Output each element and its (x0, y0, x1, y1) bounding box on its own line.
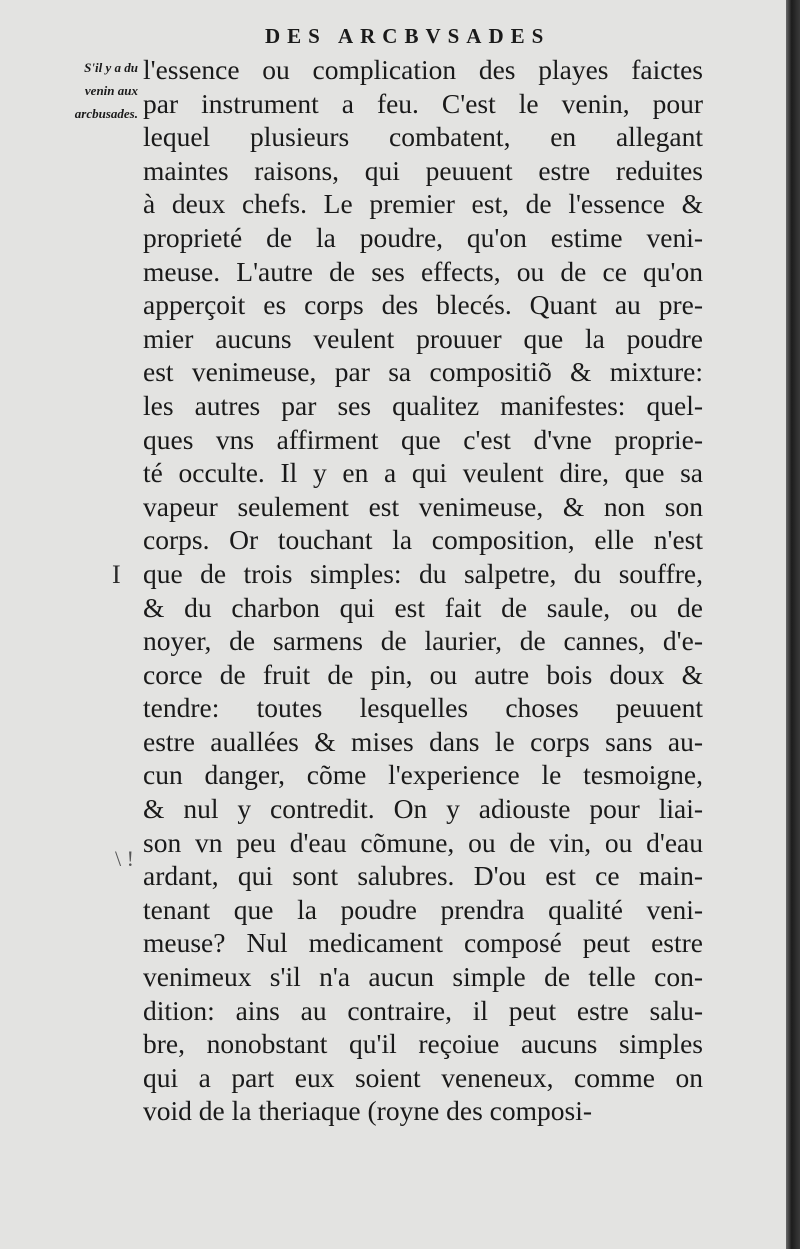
text-line: ques vns affirment que c'est d'vne proprie- (143, 423, 703, 455)
sidenote-line-2: venin aux (84, 83, 138, 98)
body-text (143, 53, 703, 1128)
sidenote-line-3: arcbusades. (74, 106, 138, 121)
text-line: les autres par ses qualitez manifestes: quel- (143, 389, 703, 421)
text-line: & nul y contredit. On y adiouste pour liai- (143, 793, 703, 825)
text-line: meuse. L'autre de ses effects, ou de ce qu'on (143, 255, 703, 287)
text-line: té occulte. Il y en a qui veulent dire, que sa (143, 457, 703, 489)
text-line: que de trois simples: du salpetre, du souffre, (143, 557, 703, 589)
text-line: par instrument a feu. C'est le venin, pour (143, 87, 703, 119)
text-line: apperçoit es corps des blecés. Quant au pre- (143, 289, 703, 321)
text-line: corce de fruit de pin, ou autre bois doux & (143, 658, 703, 690)
text-line: bre, nonobstant qu'il reçoiue aucuns simples (143, 1028, 703, 1060)
text-line: estre auallées & mises dans le corps sans au- (143, 725, 703, 757)
sidenote-line-1: S'il y a du (84, 60, 138, 75)
text-line: maintes raisons, qui peuuent estre reduites (143, 154, 703, 186)
text-line: à deux chefs. Le premier est, de l'essence & (143, 188, 703, 220)
text-line: noyer, de sarmens de laurier, de cannes, d'e- (143, 625, 703, 657)
margin-mark: \ ! (115, 846, 134, 871)
text-line: vapeur seulement est venimeuse, & non son (143, 490, 703, 522)
text-line: tendre: toutes lesquelles choses peuuent (143, 692, 703, 724)
text-line: qui a part eux soient veneneux, comme on (143, 1061, 703, 1093)
text-line: est venimeuse, par sa compositiõ & mixture: (143, 356, 703, 388)
text-line: dition: ains au contraire, il peut estre salu- (143, 994, 703, 1026)
text-line: tenant que la poudre prendra qualité veni- (143, 893, 703, 925)
text-line: corps. Or touchant la composition, elle n'est (143, 524, 703, 556)
marginal-sidenote (10, 56, 138, 125)
text-line: & du charbon qui est fait de saule, ou de (143, 591, 703, 623)
text-line: ardant, qui sont salubres. D'ou est ce main- (143, 860, 703, 892)
text-line: venimeux s'il n'a aucun simple de telle con- (143, 961, 703, 993)
text-line: meuse? Nul medicament composé peut estre (143, 927, 703, 959)
text-line: l'essence ou complication des playes faictes (143, 54, 703, 85)
text-line: cun danger, cõme l'experience le tesmoigne, (143, 759, 703, 791)
page-edge-shadow (786, 0, 800, 1249)
text-line: proprieté de la poudre, qu'on estime veni- (143, 221, 703, 253)
text-line: mier aucuns veulent prouuer que la poudre (143, 322, 703, 354)
text-line: void de la theriaque (royne des composi- (143, 1095, 593, 1127)
margin-mark: I (112, 560, 121, 589)
running-head: DES ARCBVSADES (265, 24, 551, 48)
text-line: lequel plusieurs combatent, en allegant (143, 121, 703, 153)
text-line: son vn peu d'eau cõmune, ou de vin, ou d'eau (143, 826, 703, 858)
